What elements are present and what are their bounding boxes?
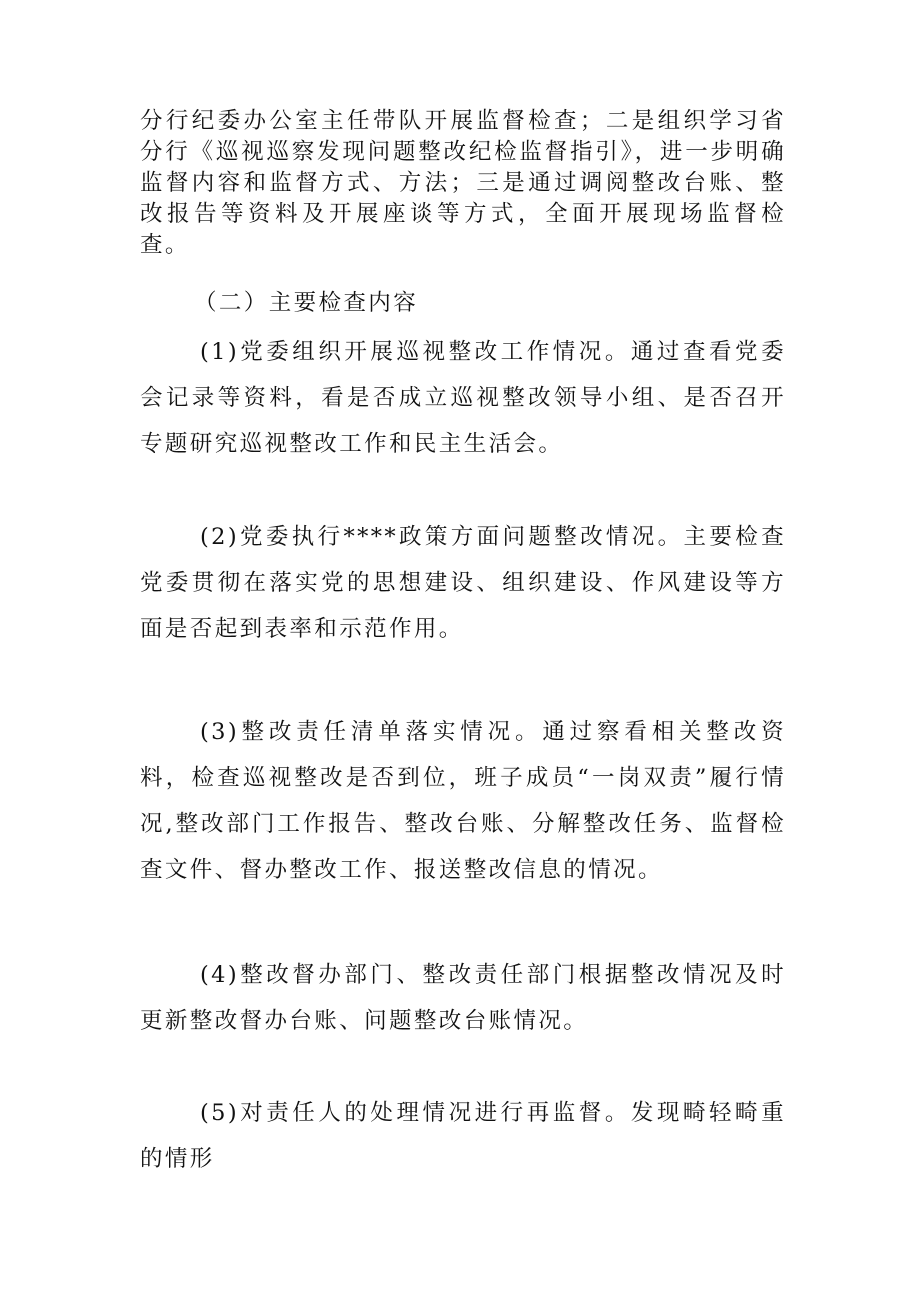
list-item-3: (3)整改责任清单落实情况。通过察看相关整改资料，检查巡视整改是否到位，班子成员“一岗双责”履行情况,整改部门工作报告、整改台账、分解整改任务、监督检查文件、督办整改工作、报送整改信息的情况。 [140,719,786,883]
list-item-1: (1)党委组织开展巡视整改工作情况。通过查看党委会记录等资料，看是否成立巡视整改领导小组、是否召开专题研究巡视整改工作和民主生活会。 [140,339,786,457]
section-heading: （二）主要检查内容 [194,290,419,316]
list-item-5: (5)对责任人的处理情况进行再监督。发现畸轻畸重的情形 [140,1100,786,1172]
list-item-2: (2)党委执行****政策方面问题整改情况。主要检查党委贯彻在落实党的思想建设、组织建设、作风建设等方面是否起到表率和示范作用。 [140,524,786,642]
list-item-4: (4)整改督办部门、整改责任部门根据整改情况及时更新整改督办台账、问题整改台账情况。 [140,962,786,1034]
intro-paragraph: 分行纪委办公室主任带队开展监督检查；二是组织学习省分行《巡视巡察发现问题整改纪检监督指引》，进一步明确监督内容和监督方式、方法；三是通过调阅整改台账、整改报告等资料及开展座谈等方式，全面开展现场监督检查。 [140,108,786,258]
